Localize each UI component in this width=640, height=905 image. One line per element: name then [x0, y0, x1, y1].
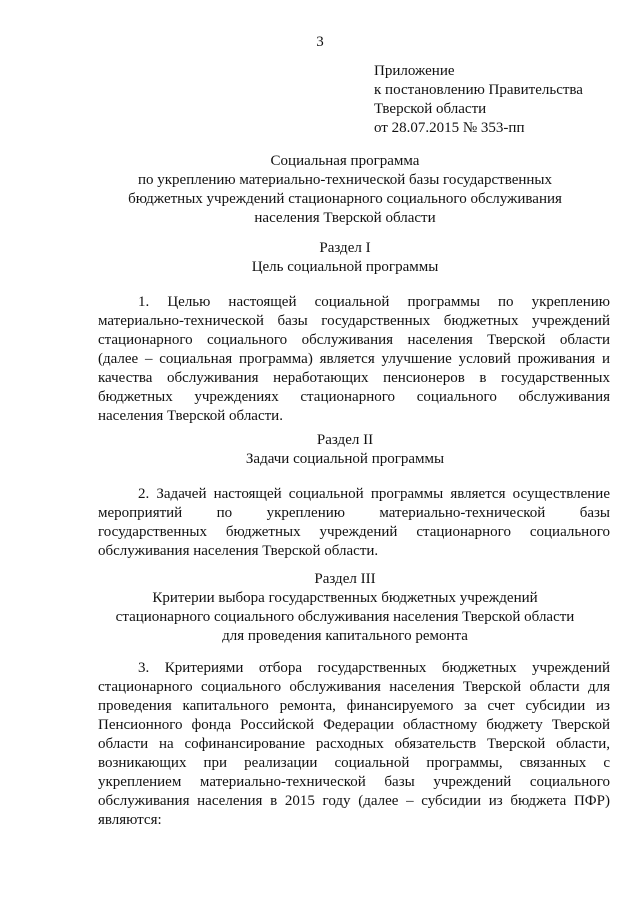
title-line: по укреплению материально-технической базы государственных	[137, 172, 553, 188]
paragraph-line: обслуживания населения в 2015 году (далее – субсидии из бюджета ПФР)	[98, 793, 610, 809]
paragraph-line: населения Тверской области.	[98, 408, 283, 424]
paragraph-line: являются:	[98, 812, 162, 828]
title-line: населения Тверской области	[254, 210, 436, 226]
section-3-paragraph	[98, 659, 610, 830]
paragraph-line: материально-технической базы государственных бюджетных учреждений	[98, 313, 610, 329]
paragraph-line: государственных бюджетных учреждений стационарного социального	[98, 524, 610, 540]
paragraph-line: 1. Целью настоящей социальной программы по укреплению	[138, 294, 610, 310]
appendix-line: к постановлению Правительства	[374, 82, 583, 98]
section-subheading-line: Критерии выбора государственных бюджетных учреждений	[152, 590, 538, 606]
paragraph-line: возникающих при реализации социальной программы, связанных с	[98, 755, 610, 771]
title-line: бюджетных учреждений стационарного социального обслуживания	[128, 191, 562, 207]
section-1-paragraph	[98, 293, 610, 426]
document-title	[45, 152, 640, 228]
section-2-paragraph	[98, 485, 610, 561]
section-2-header	[45, 431, 640, 469]
section-1-header	[45, 239, 640, 277]
section-subheading: Цель социальной программы	[251, 259, 439, 275]
paragraph-line: проведения капитального ремонта, финансируемого за счет субсидии из	[98, 698, 610, 714]
title-line: Социальная программа	[270, 153, 420, 169]
section-heading: Раздел I	[319, 240, 371, 256]
paragraph-line: укреплением материально-технической базы учреждений социального	[98, 774, 610, 790]
section-subheading-line: стационарного социального обслуживания населения Тверской области	[115, 609, 575, 625]
appendix-block	[374, 62, 583, 138]
section-heading: Раздел III	[314, 571, 376, 587]
appendix-line: Тверской области	[374, 101, 487, 117]
paragraph-line: 3. Критериями отбора государственных бюджетных учреждений	[138, 660, 610, 676]
paragraph-line: области на софинансирование расходных обязательств Тверской области,	[98, 736, 610, 752]
paragraph-line: обслуживания населения Тверской области.	[98, 543, 379, 559]
appendix-line: Приложение	[374, 63, 455, 79]
paragraph-line: качества обслуживания неработающих пенсионеров в государственных	[98, 370, 610, 386]
paragraph-line: (далее – социальная программа) является улучшение условий проживания и	[98, 351, 610, 367]
paragraph-line: стационарного социального обслуживания населения Тверской области для	[98, 679, 610, 695]
section-subheading-line: для проведения капитального ремонта	[222, 628, 468, 644]
section-heading: Раздел II	[316, 432, 374, 448]
section-3-header	[45, 570, 640, 646]
paragraph-line: мероприятий по укреплению материально-технической базы	[98, 505, 610, 521]
paragraph-line: стационарного социального обслуживания населения Тверской области	[98, 332, 610, 348]
appendix-line: от 28.07.2015 № 353-пп	[374, 120, 525, 136]
section-subheading: Задачи социальной программы	[245, 451, 445, 467]
paragraph-line: 2. Задачей настоящей социальной программы является осуществление	[138, 486, 610, 502]
page-number: 3	[316, 34, 324, 50]
paragraph-line: Пенсионного фонда Российской Федерации областному бюджету Тверской	[98, 717, 610, 733]
paragraph-line: бюджетных учреждениях стационарного социального обслуживания	[98, 389, 610, 405]
